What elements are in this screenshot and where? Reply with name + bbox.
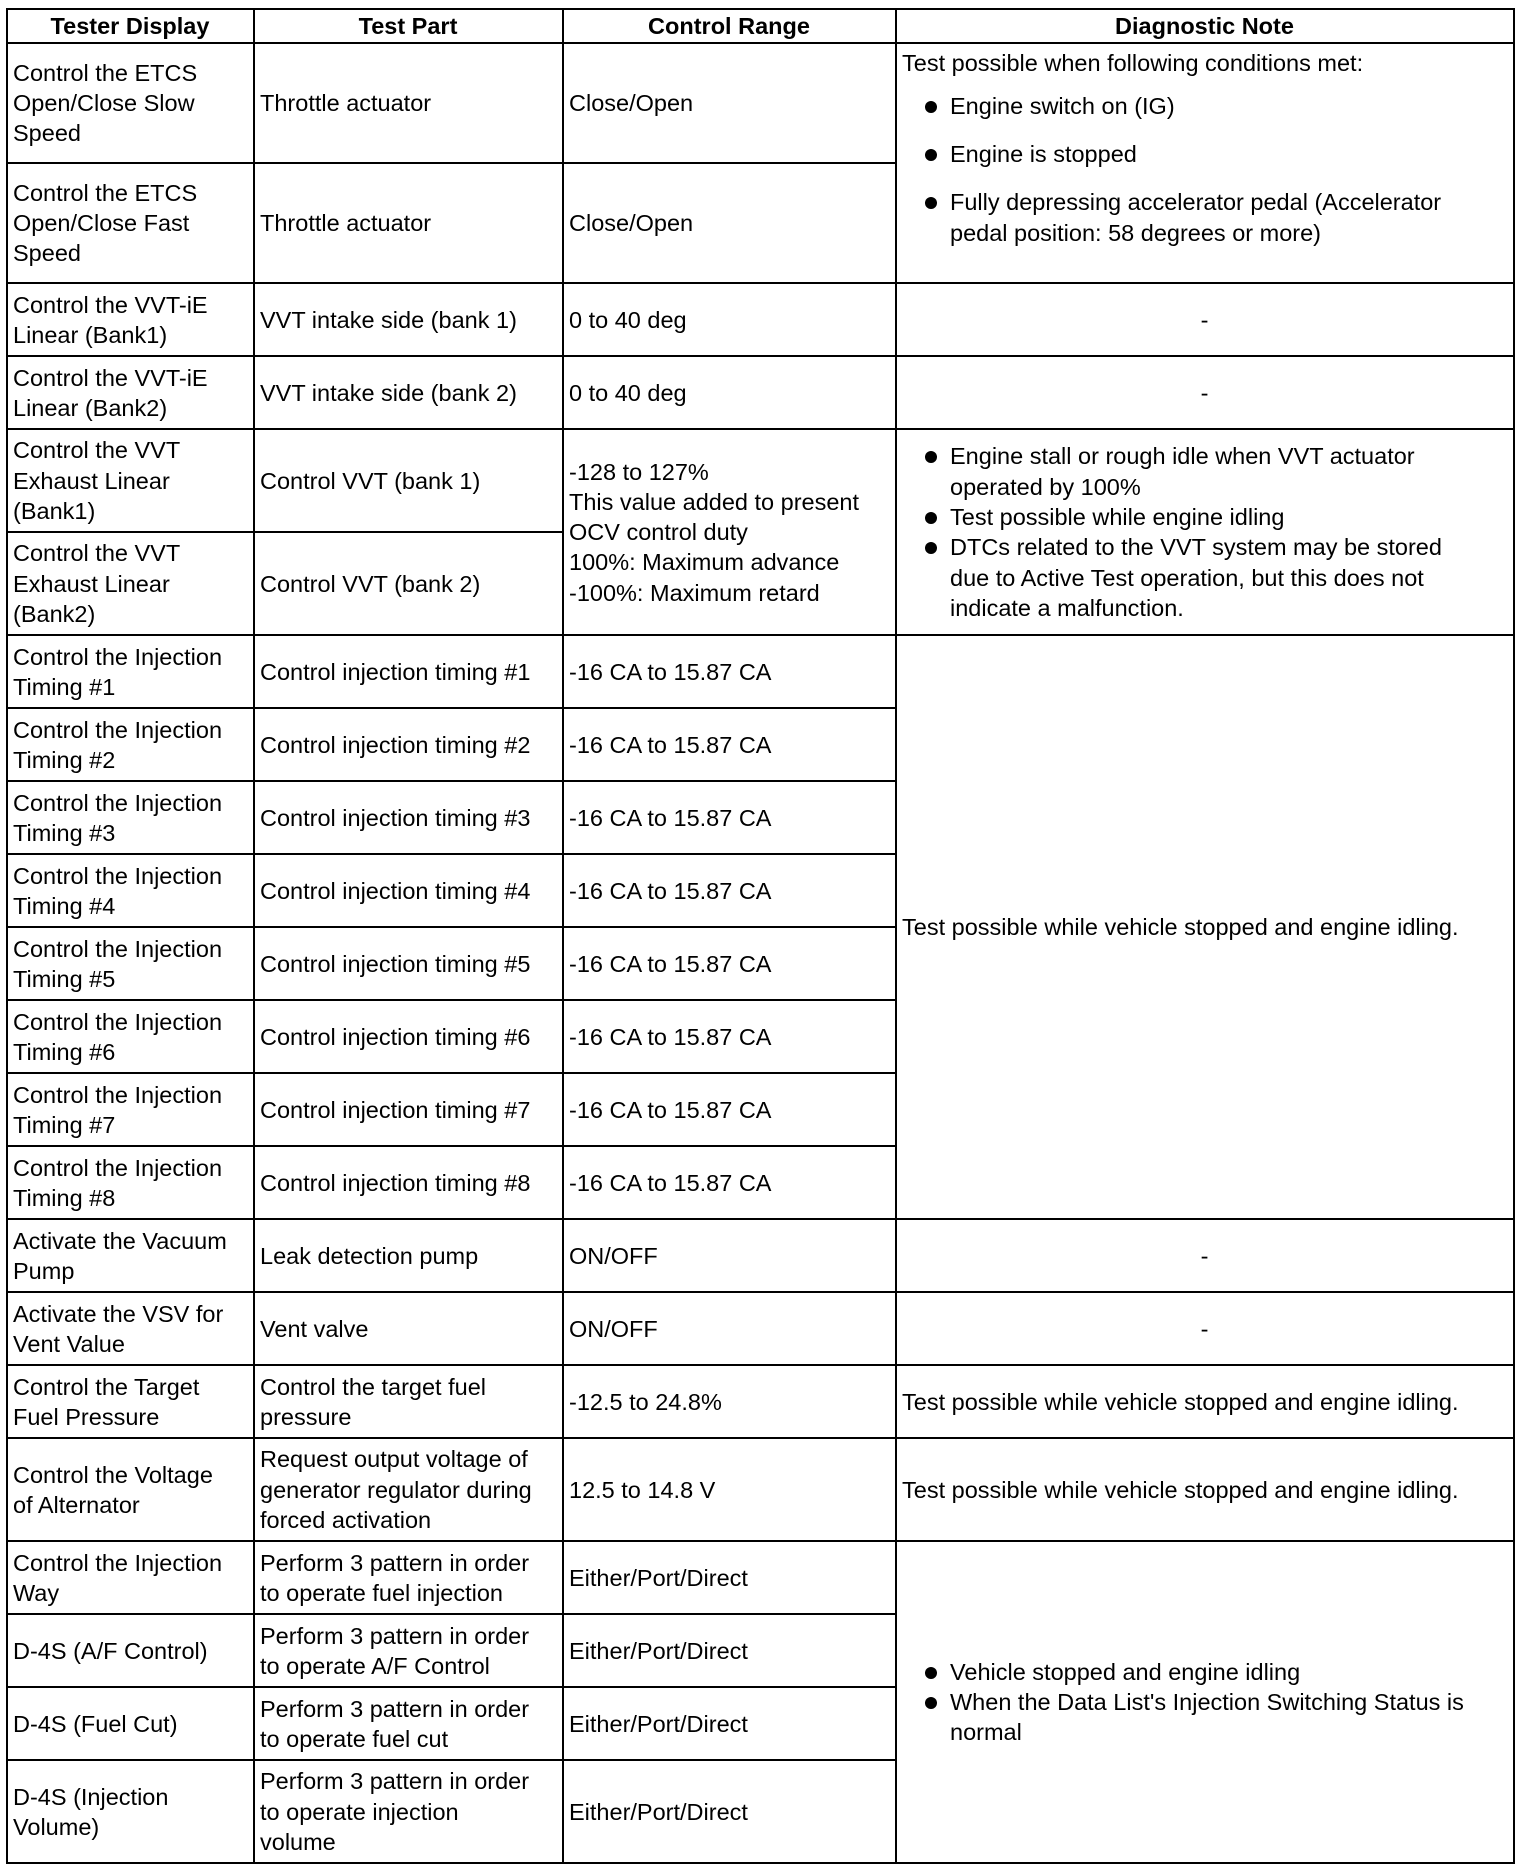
tester-display-cell: Control the VVT-iE Linear (Bank1) xyxy=(7,283,254,356)
control-range-cell: -16 CA to 15.87 CA xyxy=(563,781,896,854)
table-row xyxy=(7,429,1514,532)
header-tester-display: Tester Display xyxy=(7,9,254,43)
tester-display-cell: Control the Injection Timing #7 xyxy=(7,1073,254,1146)
control-range-cell: Either/Port/Direct xyxy=(563,1760,896,1863)
control-range-cell: Either/Port/Direct xyxy=(563,1541,896,1614)
test-part-cell: Vent valve xyxy=(254,1292,563,1365)
test-part-cell: Control injection timing #4 xyxy=(254,854,563,927)
tester-display-cell: Control the Injection Timing #5 xyxy=(7,927,254,1000)
test-part-cell: Perform 3 pattern in order to operate injection volume xyxy=(254,1760,563,1863)
tester-display-cell: Control the Injection Timing #3 xyxy=(7,781,254,854)
diagnostic-note-cell xyxy=(896,1541,1514,1863)
diagnostic-note-cell: - xyxy=(896,356,1514,429)
diagnostic-note-cell: - xyxy=(896,1219,1514,1292)
list-item: Engine is stopped xyxy=(902,139,1507,169)
tester-display-cell: Control the Injection Way xyxy=(7,1541,254,1614)
control-range-cell: -16 CA to 15.87 CA xyxy=(563,1073,896,1146)
test-part-cell: Control injection timing #3 xyxy=(254,781,563,854)
tester-display-cell: Control the VVT Exhaust Linear (Bank1) xyxy=(7,429,254,532)
list-item: Test possible while engine idling xyxy=(902,502,1507,532)
test-part-cell: Throttle actuator xyxy=(254,163,563,283)
tester-display-cell: Control the ETCS Open/Close Fast Speed xyxy=(7,163,254,283)
tester-display-cell: Control the Injection Timing #2 xyxy=(7,708,254,781)
list-item: Fully depressing accelerator pedal (Accelerator pedal position: 58 degrees or more) xyxy=(902,187,1507,248)
test-part-cell: Control injection timing #6 xyxy=(254,1000,563,1073)
control-range-cell: 0 to 40 deg xyxy=(563,356,896,429)
table-row xyxy=(7,635,1514,708)
tester-display-cell: Control the VVT Exhaust Linear (Bank2) xyxy=(7,532,254,635)
table-row xyxy=(7,1541,1514,1614)
test-part-cell: VVT intake side (bank 1) xyxy=(254,283,563,356)
tester-display-cell: Control the Injection Timing #8 xyxy=(7,1146,254,1219)
table-row xyxy=(7,283,1514,356)
list-item: When the Data List's Injection Switching Status is normal xyxy=(902,1687,1507,1748)
test-part-cell: Perform 3 pattern in order to operate fuel cut xyxy=(254,1687,563,1760)
tester-display-cell: Control the Injection Timing #6 xyxy=(7,1000,254,1073)
note-list xyxy=(902,441,1507,623)
note-list xyxy=(902,1657,1507,1748)
control-range-cell: 0 to 40 deg xyxy=(563,283,896,356)
test-part-cell: Control injection timing #2 xyxy=(254,708,563,781)
table-row xyxy=(7,1292,1514,1365)
control-range-cell: -16 CA to 15.87 CA xyxy=(563,1146,896,1219)
control-range-cell: Close/Open xyxy=(563,43,896,163)
control-range-cell: -16 CA to 15.87 CA xyxy=(563,854,896,927)
control-range-cell: -16 CA to 15.87 CA xyxy=(563,708,896,781)
table-row xyxy=(7,43,1514,163)
control-range-cell: -128 to 127% This value added to present OCV control duty 100%: Maximum advance -100%: Maximum retard xyxy=(563,429,896,635)
test-part-cell: Control injection timing #8 xyxy=(254,1146,563,1219)
control-range-cell: Close/Open xyxy=(563,163,896,283)
tester-display-cell: Control the Injection Timing #1 xyxy=(7,635,254,708)
list-item: Engine switch on (IG) xyxy=(902,91,1507,121)
test-part-cell: Throttle actuator xyxy=(254,43,563,163)
control-range-cell: ON/OFF xyxy=(563,1292,896,1365)
note-intro: Test possible when following conditions met: xyxy=(902,50,1364,77)
tester-display-cell: Activate the VSV for Vent Value xyxy=(7,1292,254,1365)
diagnostic-note-cell: Test possible while vehicle stopped and engine idling. xyxy=(896,1438,1514,1541)
control-range-cell: Either/Port/Direct xyxy=(563,1614,896,1687)
test-part-cell: Control injection timing #5 xyxy=(254,927,563,1000)
tester-display-cell: Control the Target Fuel Pressure xyxy=(7,1365,254,1438)
active-test-table-wrapper xyxy=(6,8,1513,1864)
header-diagnostic-note: Diagnostic Note xyxy=(896,9,1514,43)
header-test-part: Test Part xyxy=(254,9,563,43)
control-range-cell: -16 CA to 15.87 CA xyxy=(563,927,896,1000)
test-part-cell: Control injection timing #1 xyxy=(254,635,563,708)
test-part-cell: Request output voltage of generator regulator during forced activation xyxy=(254,1438,563,1541)
control-range-cell: 12.5 to 14.8 V xyxy=(563,1438,896,1541)
diagnostic-note-cell: Test possible while vehicle stopped and engine idling. xyxy=(896,1365,1514,1438)
tester-display-cell: Control the VVT-iE Linear (Bank2) xyxy=(7,356,254,429)
diagnostic-note-cell xyxy=(896,43,1514,283)
tester-display-cell: D-4S (Fuel Cut) xyxy=(7,1687,254,1760)
test-part-cell: Perform 3 pattern in order to operate A/F Control xyxy=(254,1614,563,1687)
tester-display-cell: Control the Injection Timing #4 xyxy=(7,854,254,927)
control-range-cell: -16 CA to 15.87 CA xyxy=(563,635,896,708)
list-item: Vehicle stopped and engine idling xyxy=(902,1657,1507,1687)
active-test-table xyxy=(6,8,1515,1864)
diagnostic-note-cell xyxy=(896,429,1514,635)
header-row xyxy=(7,9,1514,43)
table-row xyxy=(7,1219,1514,1292)
control-range-cell: -16 CA to 15.87 CA xyxy=(563,1000,896,1073)
tester-display-cell: D-4S (Injection Volume) xyxy=(7,1760,254,1863)
table-row xyxy=(7,1365,1514,1438)
list-item: Engine stall or rough idle when VVT actuator operated by 100% xyxy=(902,441,1507,502)
table-row xyxy=(7,1438,1514,1541)
test-part-cell: Control VVT (bank 2) xyxy=(254,532,563,635)
tester-display-cell: Control the ETCS Open/Close Slow Speed xyxy=(7,43,254,163)
control-range-cell: Either/Port/Direct xyxy=(563,1687,896,1760)
header-control-range: Control Range xyxy=(563,9,896,43)
tester-display-cell: D-4S (A/F Control) xyxy=(7,1614,254,1687)
control-range-cell: ON/OFF xyxy=(563,1219,896,1292)
tester-display-cell: Activate the Vacuum Pump xyxy=(7,1219,254,1292)
list-item: DTCs related to the VVT system may be stored due to Active Test operation, but this does not indicate a malfunction. xyxy=(902,532,1507,623)
table-row xyxy=(7,356,1514,429)
test-part-cell: VVT intake side (bank 2) xyxy=(254,356,563,429)
test-part-cell: Leak detection pump xyxy=(254,1219,563,1292)
diagnostic-note-cell: - xyxy=(896,1292,1514,1365)
diagnostic-note-cell: - xyxy=(896,283,1514,356)
control-range-cell: -12.5 to 24.8% xyxy=(563,1365,896,1438)
test-part-cell: Perform 3 pattern in order to operate fuel injection xyxy=(254,1541,563,1614)
diagnostic-note-cell: Test possible while vehicle stopped and engine idling. xyxy=(896,635,1514,1219)
test-part-cell: Control injection timing #7 xyxy=(254,1073,563,1146)
test-part-cell: Control VVT (bank 1) xyxy=(254,429,563,532)
tester-display-cell: Control the Voltage of Alternator xyxy=(7,1438,254,1541)
note-list xyxy=(902,91,1507,248)
test-part-cell: Control the target fuel pressure xyxy=(254,1365,563,1438)
